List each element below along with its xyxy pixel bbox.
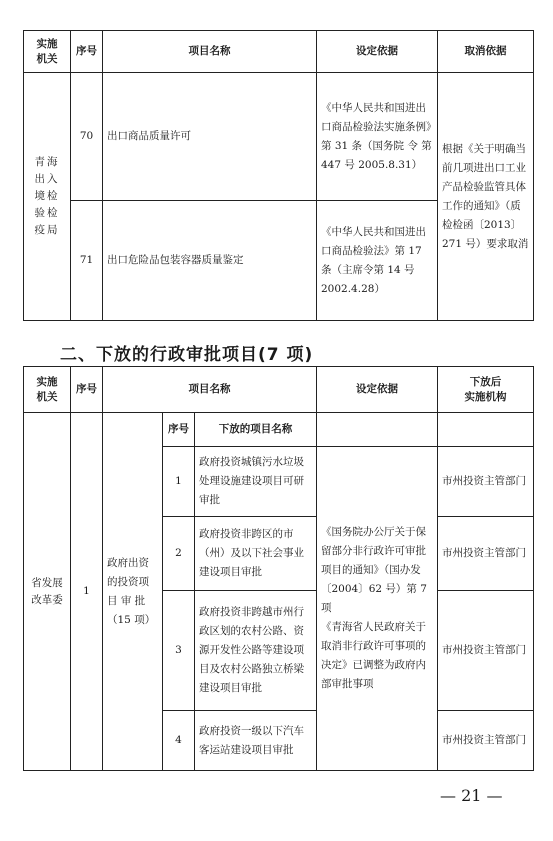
authority-cell [24, 73, 71, 321]
header-no: 序号 [71, 31, 103, 73]
sub-item-no: 3 [163, 591, 195, 711]
cancel-basis-cell: 根据《关于明确当前几项进出口工业产品检验监管具体工作的通知》（质检检函〔2013〕271 号）要求取消 [438, 73, 534, 321]
page-number: — 21 — [440, 786, 503, 805]
delegated-items-table [23, 366, 534, 771]
sub-header-name: 下放的项目名称 [195, 413, 317, 447]
row-no: 1 [71, 413, 103, 771]
agency-cell: 市州投资主管部门 [438, 517, 534, 591]
sub-header-no: 序号 [163, 413, 195, 447]
header-cancel-basis: 取消依据 [438, 31, 534, 73]
sub-item-name: 政府投资非跨区的市（州）及以下社会事业建设项目审批 [195, 517, 317, 591]
group-name-cell: 政府出资的投资项目 审 批（15 项） [103, 413, 163, 771]
header-item-name: 项目名称 [103, 31, 317, 73]
authority-text: 青海 出入 境检 验检 疫局 [34, 156, 60, 236]
cancelled-items-table [23, 30, 534, 321]
row-no: 71 [71, 201, 103, 321]
sub-item-no: 4 [163, 711, 195, 771]
sub-item-no: 2 [163, 517, 195, 591]
sub-item-name: 政府投资非跨越市州行政区划的农村公路、资源开发性公路等建设项目及农村公路独立桥梁建设项目审批 [195, 591, 317, 711]
item-name: 出口商品质量许可 [103, 73, 317, 201]
sub-item-no: 1 [163, 447, 195, 517]
authority-text: 省发展 改革委 [31, 576, 63, 606]
agency-cell: 市州投资主管部门 [438, 447, 534, 517]
sub-item-name: 政府投资一级以下汽车客运站建设项目审批 [195, 711, 317, 771]
basis-cell: 《中华人民共和国进出口商品检验法实施条例》第 31 条（国务院 令 第 447 号 2005.8.31） [317, 73, 438, 201]
header-basis: 设定依据 [317, 31, 438, 73]
header-agency-text: 下放后 实施机构 [464, 375, 507, 403]
sub-item-name: 政府投资城镇污水垃圾处理设施建设项目可研审批 [195, 447, 317, 517]
basis-cell [317, 447, 438, 771]
header-authority-text: 实施 机关 [36, 37, 58, 65]
header-authority [24, 31, 71, 73]
table-header-row [24, 31, 534, 73]
sub-header-row [24, 413, 534, 447]
table-row [24, 73, 534, 201]
row-no: 70 [71, 73, 103, 201]
header-basis: 设定依据 [317, 367, 438, 413]
agency-cell: 市州投资主管部门 [438, 711, 534, 771]
basis-text: 《国务院办公厅关于保留部分非行政许可审批项目的通知》（国办发〔2004〕62 号）第 7 项 《青海省人民政府关于取消非行政许可事项的决定》已调整为政府内部审批事项 [321, 526, 427, 690]
authority-cell [24, 413, 71, 771]
basis-blank [317, 413, 438, 447]
table-header-row [24, 367, 534, 413]
header-authority [24, 367, 71, 413]
basis-cell: 《中华人民共和国进出口商品检验法》第 17 条（主席令第 14 号 2002.4.28） [317, 201, 438, 321]
agency-blank [438, 413, 534, 447]
header-authority-text: 实施 机关 [36, 375, 58, 403]
agency-cell: 市州投资主管部门 [438, 591, 534, 711]
header-no: 序号 [71, 367, 103, 413]
section-heading: 二、下放的行政审批项目(7 项) [60, 345, 314, 365]
item-name: 出口危险品包装容器质量鉴定 [103, 201, 317, 321]
header-item-name: 项目名称 [103, 367, 317, 413]
header-agency [438, 367, 534, 413]
